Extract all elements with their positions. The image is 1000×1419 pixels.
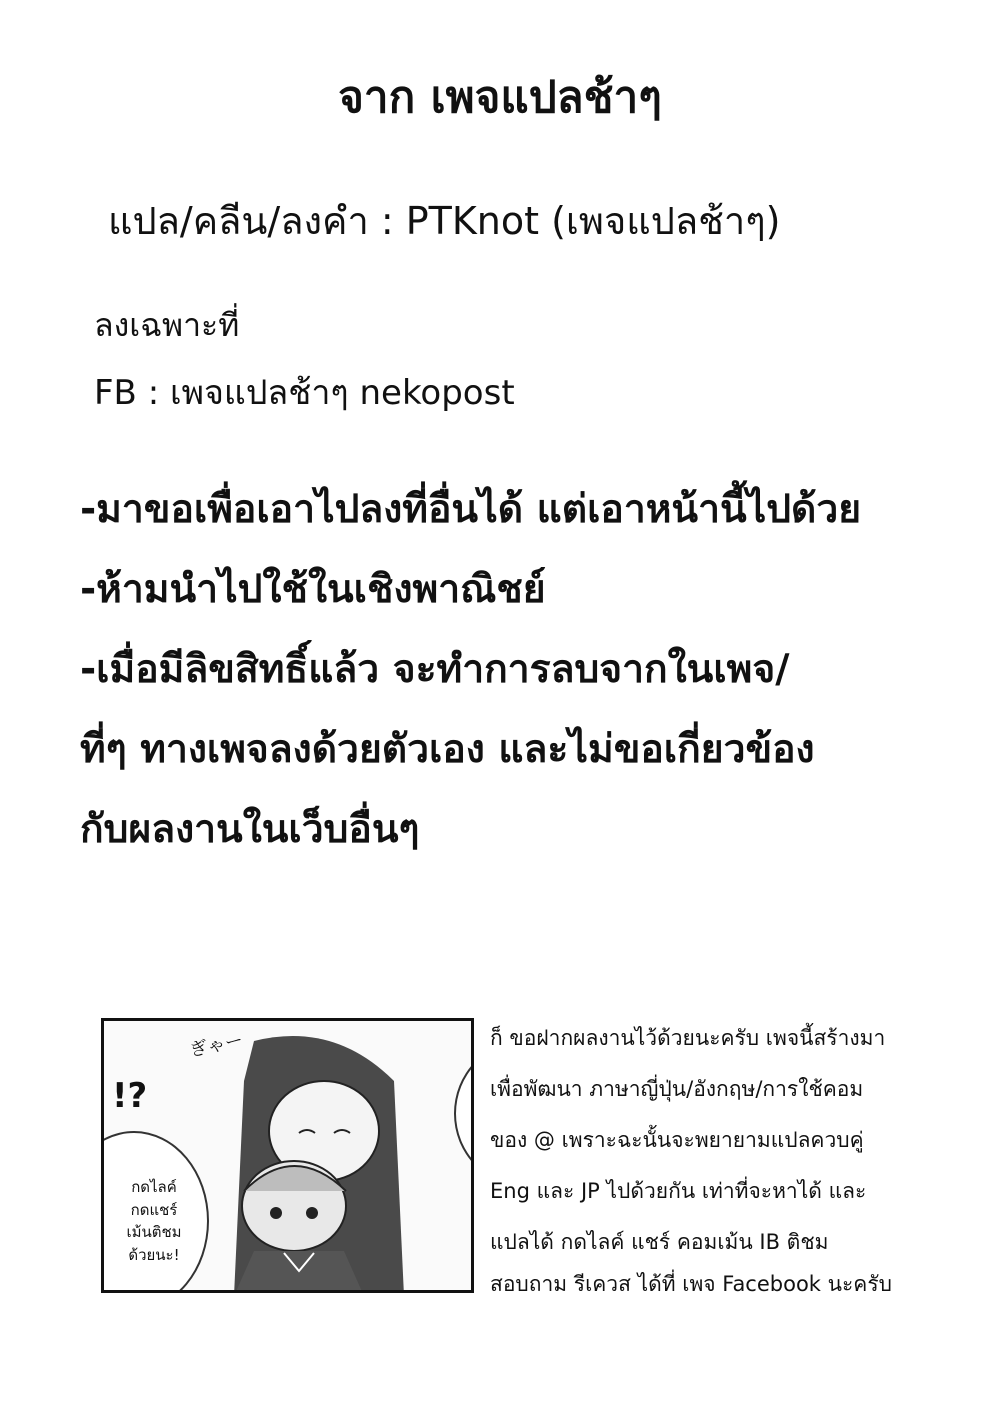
note-line: เพื่อพัฒนา ภาษาญี่ปุ่น/อังกฤษ/การใช้คอม: [490, 1077, 864, 1101]
like-text: กดไลค์ กดแชร์ เม้นติชม ด้วยนะ!: [126, 1178, 182, 1264]
note-line: แปลได้ กดไลค์ แชร์ คอมเม้น IB ติชม: [490, 1230, 829, 1254]
note-line: สอบถาม รีเควส ได้ที่ เพจ Facebook นะครับ: [490, 1272, 892, 1296]
post-only-label: ลงเฉพาะที่: [94, 306, 240, 344]
rule-line: กับผลงานในเว็บอื่นๆ: [80, 807, 420, 852]
manga-panel: [101, 1018, 474, 1293]
eye-left: [270, 1207, 282, 1219]
post-sources: FB : เพจแปลช้าๆ nekopost: [94, 373, 515, 413]
gya-sfx: ぎゃー: [187, 1029, 245, 1062]
rule-line: -ห้ามนำไปใช้ในเชิงพาณิชย์: [80, 567, 546, 612]
exclaim-sfx: !?: [112, 1076, 148, 1116]
page-title: จาก เพจแปลช้าๆ: [338, 72, 662, 123]
rule-line: -มาขอเพื่อเอาไปลงที่อื่นได้ แต่เอาหน้านี้ไปด้วย: [80, 487, 862, 532]
rule-line: -เมื่อมีลิขสิทธิ์แล้ว จะทำการลบจากในเพจ/: [80, 647, 790, 692]
note-line: ก็ ขอฝากผลงานไว้ด้วยนะครับ เพจนี้สร้างมา: [490, 1026, 886, 1050]
rule-line: ที่ๆ ทางเพจลงด้วยตัวเอง และไม่ขอเกี่ยวข้อง: [80, 727, 815, 772]
translator-credit: แปล/คลีน/ลงคำ : PTKnot (เพจแปลช้าๆ): [108, 199, 781, 243]
note-line: ของ @ เพราะฉะนั้นจะพยายามแปลควบคู่: [490, 1128, 864, 1152]
note-line: Eng และ JP ไปด้วยกัน เท่าที่จะหาได้ และ: [490, 1179, 867, 1203]
eye-right: [306, 1207, 318, 1219]
